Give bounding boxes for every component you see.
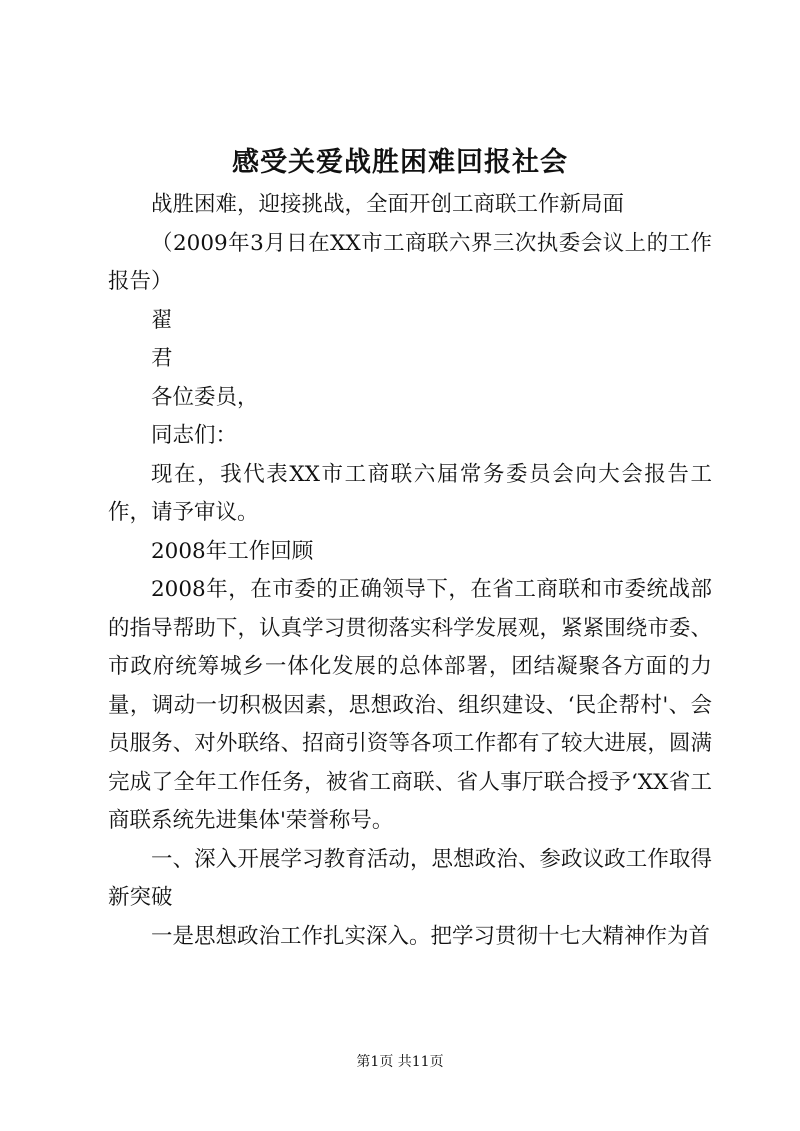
paragraph-report-note: （2009年3月日在XX市工商联六界三次执委会议上的工作报告） (108, 230, 712, 294)
document-title: 感受关爱战胜困难回报社会 (232, 147, 568, 178)
paragraph-salutation-comrades: 同志们： (151, 423, 238, 448)
document-body (108, 186, 712, 956)
page-footer: 第1页 共11页 (356, 1054, 444, 1070)
paragraph-review: 2008年，在市委的正确领导下，在省工商联和市委统战部的指导帮助下，认真学习贯彻落实科学发展观，紧紧围绕市委、市政府统筹城乡一体化发展的总体部署，团结凝聚各方面的力量，调动一切积极因素，思想政治、组织建设、‘民企帮村'、会员服务、对外联络、招商引资等各项工作都有了较大进展，圆满完成了全年工作任务，被省工商联、省人事厅联合授予‘XX省工商联系统先进集体'荣誉称号。 (108, 577, 712, 833)
paragraph-author-surname: 翟 (151, 307, 173, 333)
paragraph-salutation-members: 各位委员， (151, 384, 259, 410)
paragraph-point-one: 一是思想政治工作扎实深入。把学习贯彻十七大精神作为首 (151, 923, 711, 949)
paragraph-subtitle: 战胜困难，迎接挑战，全面开创工商联工作新局面 (151, 192, 625, 217)
paragraph-author-given-name: 君 (151, 346, 173, 371)
paragraph-opening: 现在，我代表XX市工商联六届常务委员会向大会报告工作，请予审议。 (108, 461, 712, 525)
paragraph-subsection-heading: 一、深入开展学习教育活动，思想政治、参政议政工作取得新突破 (108, 846, 712, 910)
paragraph-section-heading: 2008年工作回顾 (151, 538, 314, 564)
